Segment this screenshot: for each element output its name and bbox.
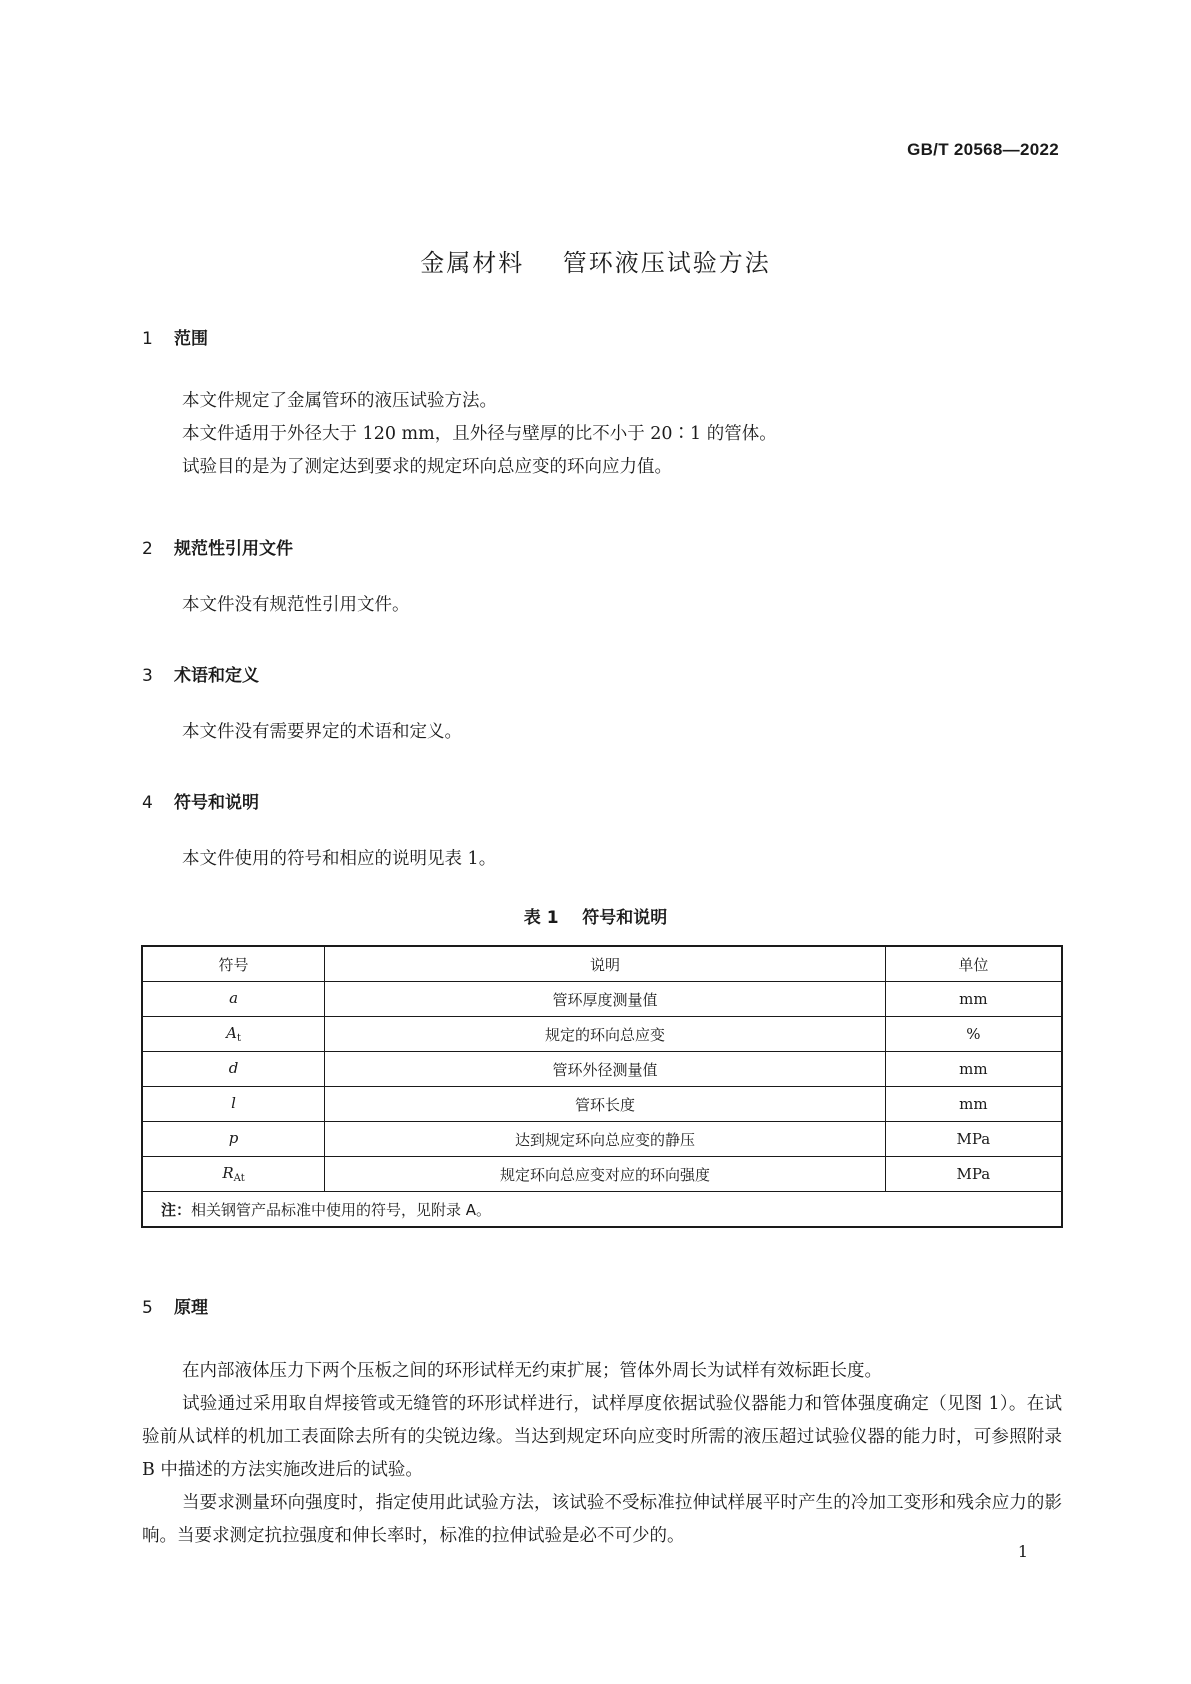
table-note-row	[142, 1192, 1062, 1228]
section-number: 2	[142, 539, 153, 559]
paragraph: 本文件规定了金属管环的液压试验方法。	[182, 391, 497, 411]
description-cell: 管环长度	[325, 1087, 886, 1122]
section-5-body	[142, 1355, 1062, 1553]
symbol: R	[222, 1164, 234, 1182]
symbol: A	[226, 1024, 237, 1042]
description-cell: 管环厚度测量值	[325, 982, 886, 1017]
symbol-cell	[142, 1122, 325, 1157]
table-row	[142, 1157, 1062, 1192]
section-5-heading	[142, 1293, 208, 1318]
section-title: 规范性引用文件	[174, 539, 293, 559]
header-unit: 单位	[885, 946, 1062, 982]
section-3-body	[142, 716, 1062, 749]
symbol-cell	[142, 982, 325, 1017]
note-text: 相关钢管产品标准中使用的符号，见附录 A。	[191, 1200, 492, 1219]
section-title: 范围	[174, 329, 208, 349]
symbol-cell	[142, 1017, 325, 1052]
header-description: 说明	[325, 946, 886, 982]
section-4-body	[142, 843, 1062, 876]
section-1-body	[142, 385, 1062, 484]
section-number: 3	[142, 666, 153, 686]
document-title: 金属材料 管环液压试验方法	[420, 249, 771, 277]
section-2-heading	[142, 534, 293, 559]
section-title: 原理	[174, 1298, 208, 1318]
header-symbol: 符号	[142, 946, 325, 982]
section-title: 术语和定义	[174, 666, 259, 686]
symbol-subscript: At	[233, 1173, 245, 1184]
table-row	[142, 1087, 1062, 1122]
description-cell: 管环外径测量值	[325, 1052, 886, 1087]
paragraph: 当要求测量环向强度时，指定使用此试验方法，该试验不受标准拉伸试样展平时产生的冷加工变形和残余应力的影响。当要求测定抗拉强度和伸长率时，标准的拉伸试验是必不可少的。	[142, 1493, 1062, 1546]
table-note	[142, 1192, 1062, 1228]
paragraph: 本文件没有规范性引用文件。	[182, 595, 410, 615]
section-2-body	[142, 589, 1062, 622]
symbol: l	[231, 1094, 236, 1112]
unit-cell: MPa	[885, 1122, 1062, 1157]
page-number: 1	[1017, 1542, 1028, 1561]
table-row	[142, 982, 1062, 1017]
table-header-row	[142, 946, 1062, 982]
symbol-cell	[142, 1157, 325, 1192]
unit-cell: MPa	[885, 1157, 1062, 1192]
table-row	[142, 1052, 1062, 1087]
symbol-cell	[142, 1087, 325, 1122]
table-row	[142, 1122, 1062, 1157]
section-number: 4	[142, 793, 153, 813]
description-cell: 达到规定环向总应变的静压	[325, 1122, 886, 1157]
symbol-subscript: t	[236, 1033, 241, 1044]
symbol-cell	[142, 1052, 325, 1087]
section-4-heading	[142, 788, 259, 813]
unit-cell: %	[885, 1017, 1062, 1052]
paragraph: 本文件没有需要界定的术语和定义。	[182, 722, 462, 742]
table-caption: 表 1 符号和说明	[523, 908, 668, 928]
section-number: 1	[142, 329, 153, 349]
paragraph: 本文件使用的符号和相应的说明见表 1。	[182, 849, 497, 869]
section-1-heading	[142, 324, 208, 349]
paragraph: 本文件适用于外径大于 120 mm，且外径与壁厚的比不小于 20∶1 的管体。	[182, 424, 777, 444]
symbol: a	[229, 989, 239, 1007]
paragraph: 试验通过采用取自焊接管或无缝管的环形试样进行，试样厚度依据试验仪器能力和管体强度确定（见图 1）。在试验前从试样的机加工表面除去所有的尖锐边缘。当达到规定环向应变时所需的液压超过试验仪器的能力时，可参照附录 B 中描述的方法实施改进后的试验。	[142, 1394, 1062, 1480]
unit-cell: mm	[885, 1052, 1062, 1087]
unit-cell: mm	[885, 1087, 1062, 1122]
section-number: 5	[142, 1298, 153, 1318]
symbol: d	[228, 1059, 239, 1077]
note-label: 注：	[161, 1200, 192, 1219]
symbols-table	[141, 945, 1063, 1228]
table-row	[142, 1017, 1062, 1052]
unit-cell: mm	[885, 982, 1062, 1017]
section-title: 符号和说明	[174, 793, 259, 813]
section-3-heading	[142, 661, 259, 686]
symbol: p	[228, 1129, 239, 1147]
paragraph: 试验目的是为了测定达到要求的规定环向总应变的环向应力值。	[182, 457, 672, 477]
paragraph: 在内部液体压力下两个压板之间的环形试样无约束扩展；管体外周长为试样有效标距长度。	[182, 1361, 882, 1381]
description-cell: 规定的环向总应变	[325, 1017, 886, 1052]
description-cell: 规定环向总应变对应的环向强度	[325, 1157, 886, 1192]
standard-code: GB/T 20568—2022	[907, 140, 1059, 159]
